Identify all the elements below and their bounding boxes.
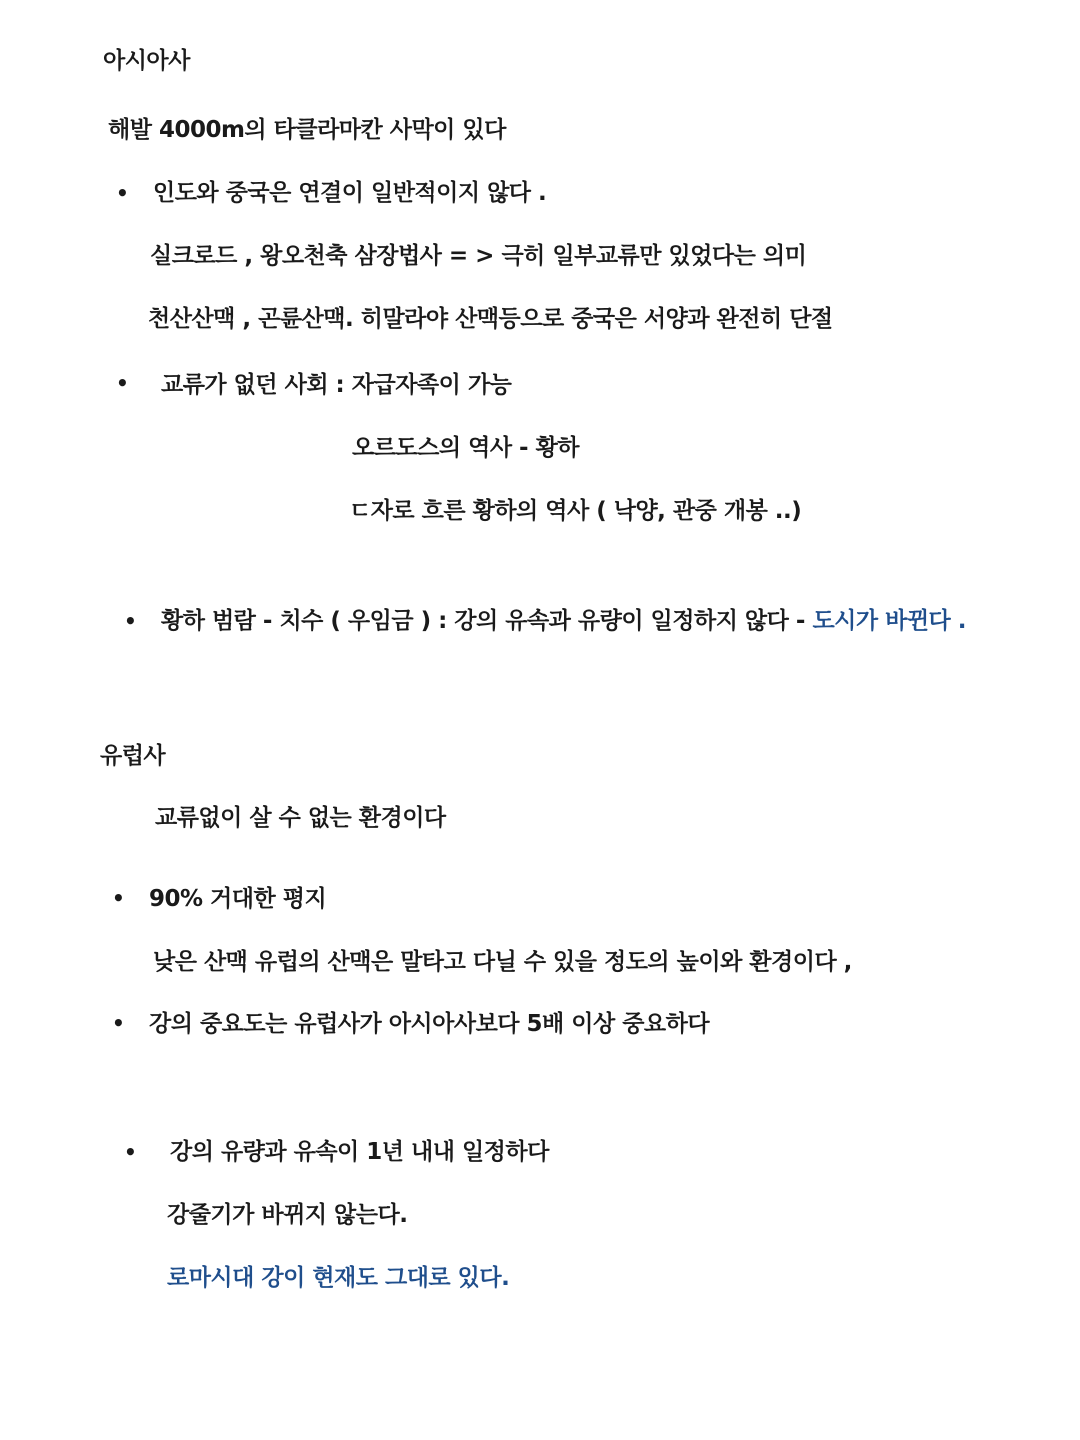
asia-bullet-2: 교류가 없던 사회 : 자급자족이 가능 xyxy=(161,372,512,398)
bullet-dot: • xyxy=(124,1140,137,1164)
asia-bullet-1-line-2: 실크로드 , 왕오천축 삼장법사 = > 극히 일부교류만 있었다는 의미 xyxy=(150,243,807,269)
bullet-dot: • xyxy=(116,371,129,395)
europe-bullet-3-line-2: 강줄기가 바뀌지 않는다. xyxy=(167,1202,408,1228)
asia-bullet-3-text: 황하 범람 - 치수 ( 우임금 ) : 강의 유속과 유량이 일정하지 않다 - xyxy=(161,608,813,634)
asia-bullet-3-highlight: 도시가 바뀐다 . xyxy=(812,608,966,634)
asia-bullet-1: 인도와 중국은 연결이 일반적이지 않다 . xyxy=(153,180,547,206)
europe-bullet-2: 강의 중요도는 유럽사가 아시아사보다 5배 이상 중요하다 xyxy=(149,1011,710,1037)
bullet-dot: • xyxy=(116,181,129,205)
asia-bullet-3 xyxy=(161,606,966,636)
europe-bullet-1: 90% 거대한 평지 xyxy=(149,886,327,912)
bullet-dot: • xyxy=(124,609,137,633)
bullet-dot: • xyxy=(112,886,125,910)
europe-intro: 교류없이 살 수 없는 환경이다 xyxy=(155,805,446,831)
asia-intro: 해발 4000m의 타클라마칸 사막이 있다 xyxy=(108,117,506,143)
bullet-dot: • xyxy=(112,1011,125,1035)
europe-heading: 유럽사 xyxy=(100,743,166,769)
asia-bullet-1-line-3: 천산산맥 , 곤륜산맥. 히말라야 산맥등으로 중국은 서양과 완전히 단절 xyxy=(148,306,833,332)
asia-bullet-2-line-3: ㄷ자로 흐른 황하의 역사 ( 낙양, 관중 개봉 ..) xyxy=(349,498,802,524)
europe-bullet-3: 강의 유량과 유속이 1년 내내 일정하다 xyxy=(170,1139,549,1165)
europe-bullet-3-line-3: 로마시대 강이 현재도 그대로 있다. xyxy=(167,1265,510,1291)
europe-bullet-1-line-2: 낮은 산맥 유럽의 산맥은 말타고 다닐 수 있을 정도의 높이와 환경이다 , xyxy=(153,949,852,975)
asia-heading: 아시아사 xyxy=(103,48,190,74)
asia-bullet-2-line-2: 오르도스의 역사 - 황하 xyxy=(352,435,580,461)
